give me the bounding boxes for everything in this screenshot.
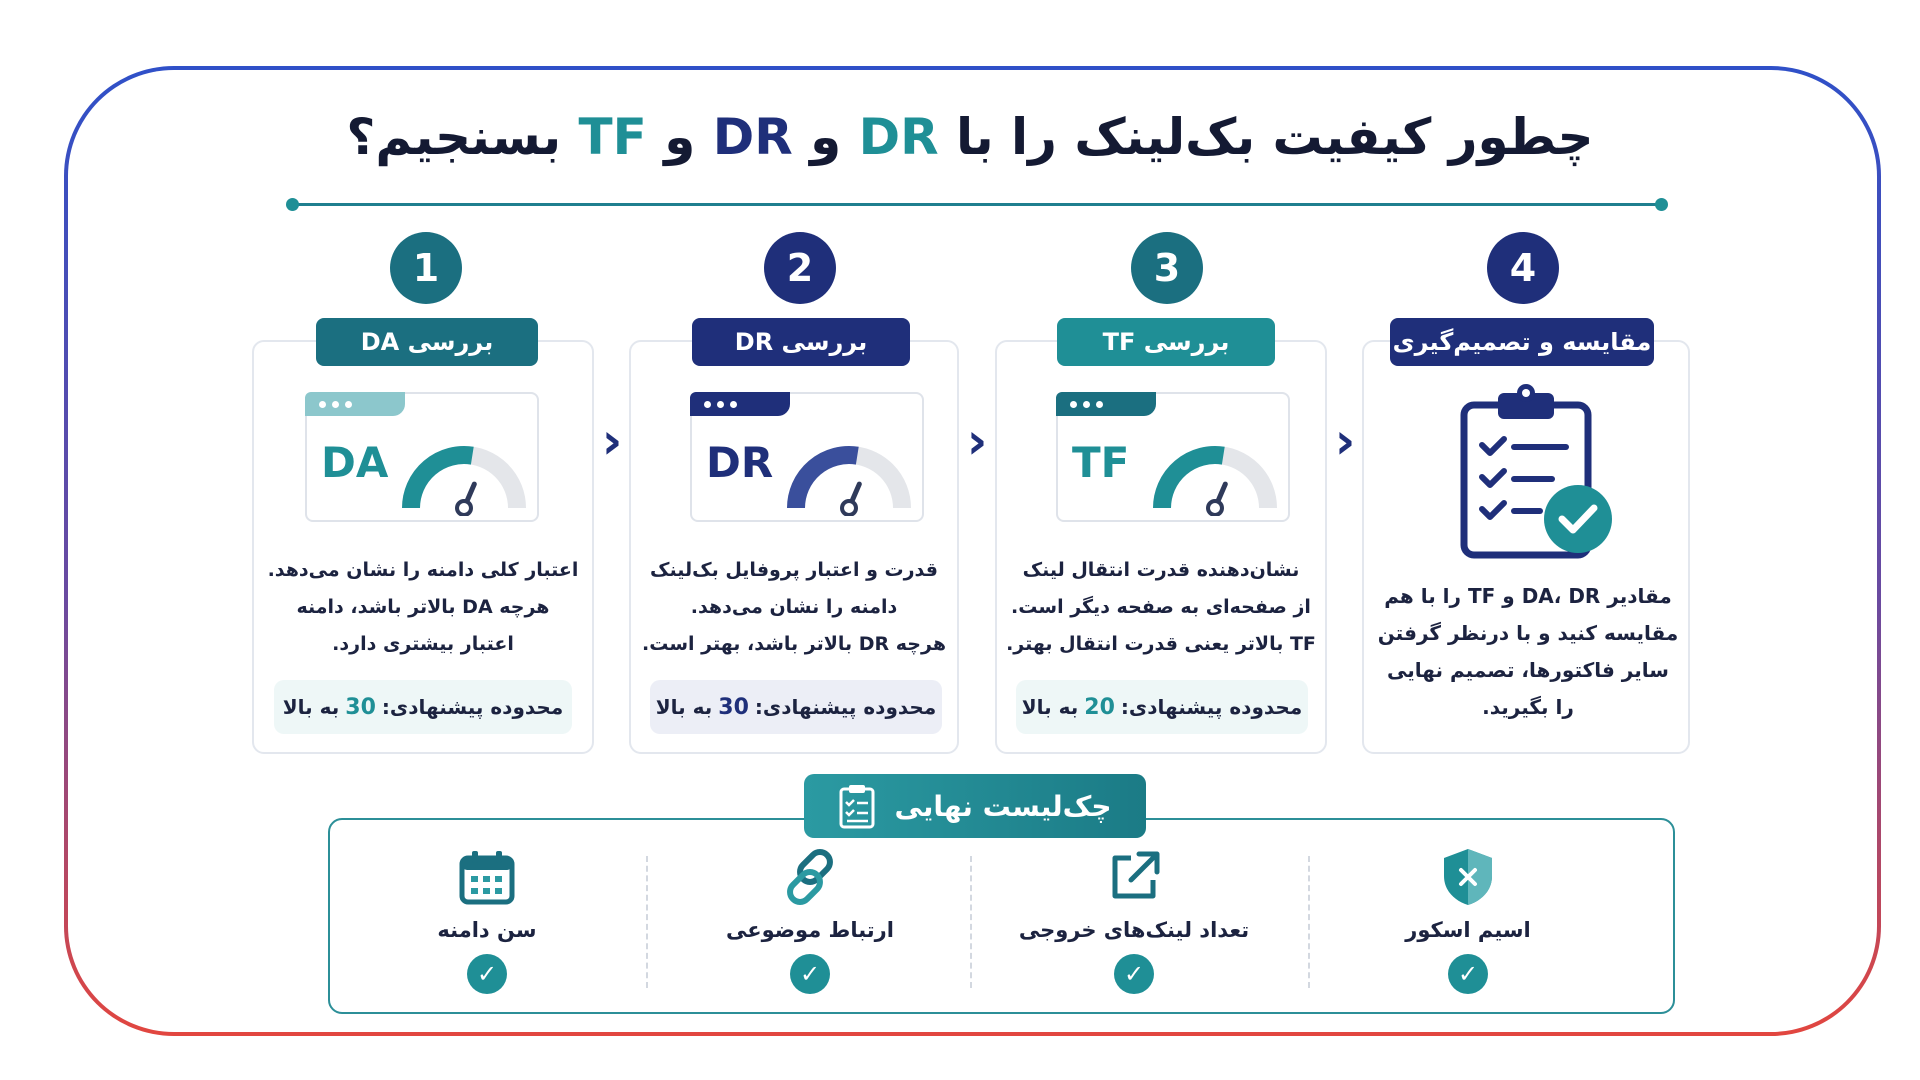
step-3-gauge-label: TF (1072, 438, 1130, 487)
gauge-icon (399, 424, 529, 516)
checklist-item (387, 842, 587, 1010)
checklist-item (700, 842, 920, 1010)
title-divider (292, 203, 1662, 206)
checklist-item-label: سن دامنه (437, 918, 537, 942)
window-dots-icon (690, 392, 790, 416)
step-1-header: بررسی DA (316, 318, 538, 366)
chevron-right-icon: › (966, 412, 988, 470)
gauge-icon (1150, 424, 1280, 516)
clipboard-check-icon (1450, 383, 1630, 563)
step-3-range: محدوده پیشنهادی: 20 به بالا (1016, 680, 1308, 734)
step-2-gauge-label: DR (706, 438, 774, 487)
step-2-range: محدوده پیشنهادی: 30 به بالا (650, 680, 942, 734)
step-4-description: مقادیر DA، DR و TF را با هم مقایسه کنید و با درنظر گرفتن سایر فاکتورها، تصمیم نهایی را بگیرید. (1377, 584, 1679, 719)
gauge-icon (784, 424, 914, 516)
step-1-number: 1 (390, 232, 462, 304)
divider (970, 856, 972, 988)
step-3-header: بررسی TF (1057, 318, 1275, 366)
step-3-gauge-panel (1056, 392, 1290, 522)
calendar-icon (458, 848, 516, 906)
step-2-gauge-panel (690, 392, 924, 522)
step-3-description: نشان‌دهنده قدرت انتقال لینک از صفحه‌ای به صفحه دیگر است. TF بالاتر یعنی قدرت انتقال بهتر. (1006, 559, 1316, 655)
check-icon: ✓ (467, 954, 507, 994)
divider (1308, 856, 1310, 988)
step-4-number: 4 (1487, 232, 1559, 304)
step-4-header: مقایسه و تصمیم‌گیری (1390, 318, 1654, 366)
divider (646, 856, 648, 988)
window-dots-icon (305, 392, 405, 416)
checklist-item-label: اسیم اسکور (1405, 918, 1531, 942)
check-icon: ✓ (790, 954, 830, 994)
step-3-number: 3 (1131, 232, 1203, 304)
chevron-right-icon: › (1334, 412, 1356, 470)
check-icon: ✓ (1114, 954, 1154, 994)
title-part2: بسنجیم؟ (346, 108, 579, 166)
checklist-icon (838, 783, 876, 829)
step-1-description: اعتبار کلی دامنه را نشان می‌دهد. هرچه DA بالاتر باشد، دامنه اعتبار بیشتری دارد. (267, 559, 579, 655)
external-link-icon (1105, 848, 1163, 906)
chevron-right-icon: › (601, 412, 623, 470)
title-and1: و (792, 108, 859, 166)
title-dr1: DR (858, 108, 939, 166)
title-part1: چطور کیفیت بک‌لینک را با (938, 108, 1594, 166)
title-and2: و (646, 108, 713, 166)
step-1-gauge-label: DA (321, 438, 389, 487)
checklist-item-label: تعداد لینک‌های خروجی (1018, 918, 1250, 942)
title-dr2: DR (712, 108, 793, 166)
shield-icon (1439, 846, 1497, 908)
link-icon (779, 846, 841, 908)
checklist-item (1014, 842, 1254, 1010)
step-1-range: محدوده پیشنهادی: 30 به بالا (274, 680, 572, 734)
step-2-number: 2 (764, 232, 836, 304)
step-2-header: بررسی DR (692, 318, 910, 366)
checklist-item (1358, 842, 1578, 1010)
checklist-title: چک‌لیست نهایی (894, 789, 1112, 823)
checklist-header (804, 774, 1146, 838)
window-dots-icon (1056, 392, 1156, 416)
check-icon: ✓ (1448, 954, 1488, 994)
page-title (300, 108, 1640, 188)
title-tf: TF (578, 108, 647, 166)
step-2-description: قدرت و اعتبار پروفایل بک‌لینک دامنه را نشان می‌دهد. هرچه DR بالاتر باشد، بهتر است. (642, 559, 946, 655)
checklist-item-label: ارتباط موضوعی (726, 918, 894, 942)
step-1-gauge-panel (305, 392, 539, 522)
